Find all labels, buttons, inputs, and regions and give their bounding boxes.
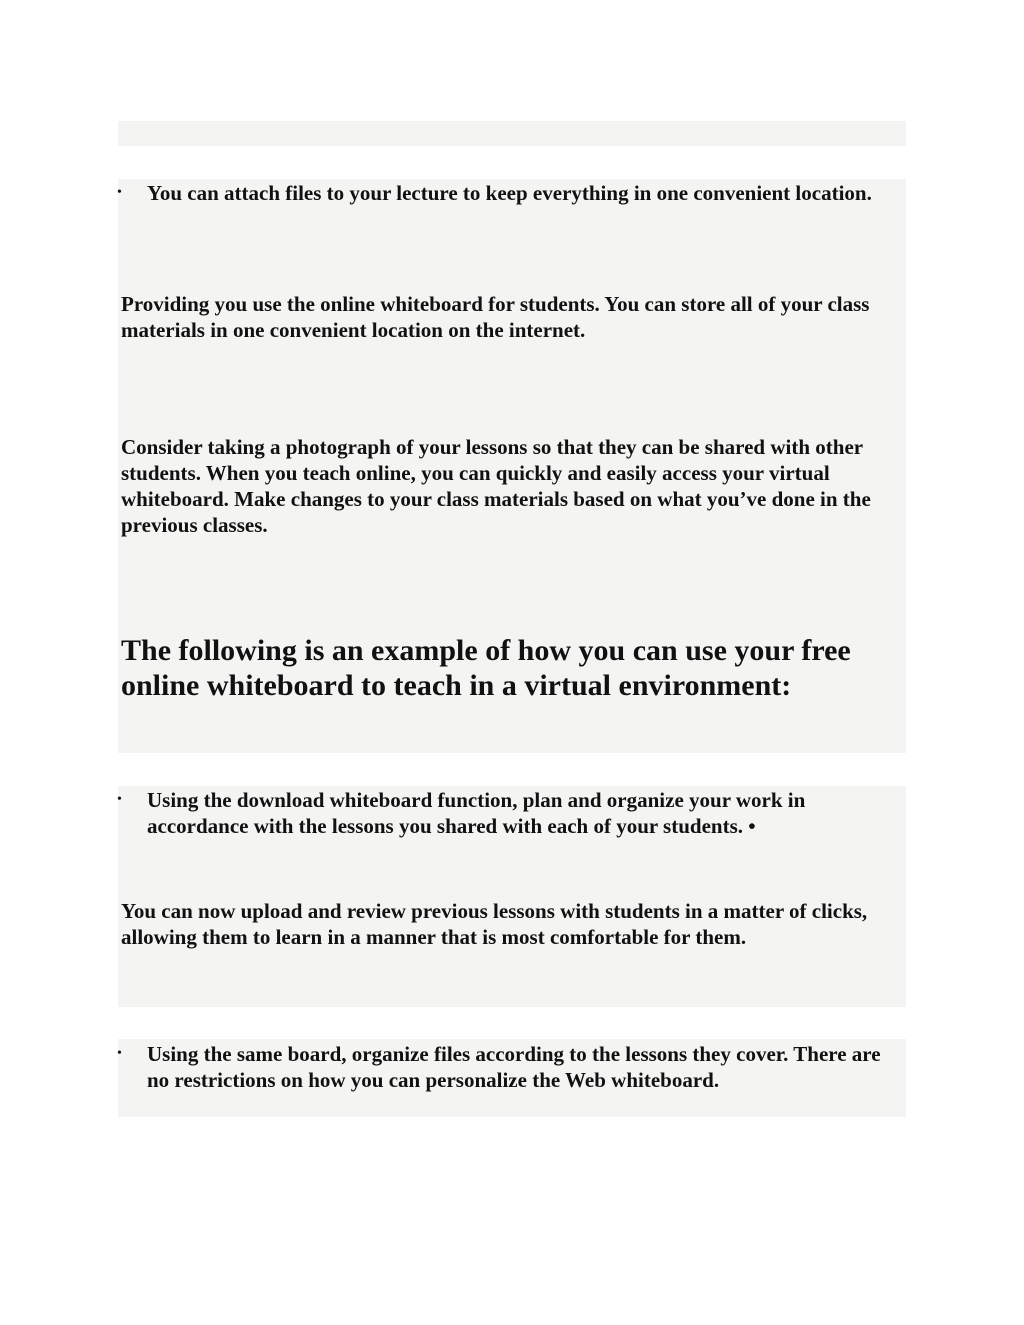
section-heading: The following is an example of how you can use your free online whiteboard to teach in a virtual environment: [121, 634, 851, 702]
bullet-item-download-whiteboard [114, 787, 906, 839]
top-shaded-bar [118, 121, 906, 146]
bullet-item-same-board [114, 1041, 906, 1093]
paragraph-upload-review: You can now upload and review previous lessons with students in a matter of clicks, allowing them to learn in a manner that is most comfortable for them. [121, 899, 868, 949]
bullet-text: Using the download whiteboard function, plan and organize your work in accordance with the lessons you shared with each of your students. • [147, 788, 806, 838]
bullet-icon: • [117, 1046, 122, 1061]
bullet-text: Using the same board, organize files according to the lessons they cover. There are no restrictions on how you can personalize the Web whiteboard. [147, 1042, 881, 1092]
paragraph-online-whiteboard: Providing you use the online whiteboard for students. You can store all of your class materials in one convenient location on the internet. [121, 292, 870, 342]
bullet-text: You can attach files to your lecture to keep everything in one convenient location. [147, 181, 872, 205]
bullet-item-attach-files [114, 180, 906, 206]
bullet-icon: • [117, 185, 122, 200]
paragraph-photograph-lessons: Consider taking a photograph of your lessons so that they can be shared with other students. When you teach online, you can quickly and easily access your virtual whiteboard. Make changes to your class materials based on what you’ve done in the previous classes. [121, 435, 871, 537]
bullet-icon: • [117, 792, 122, 807]
